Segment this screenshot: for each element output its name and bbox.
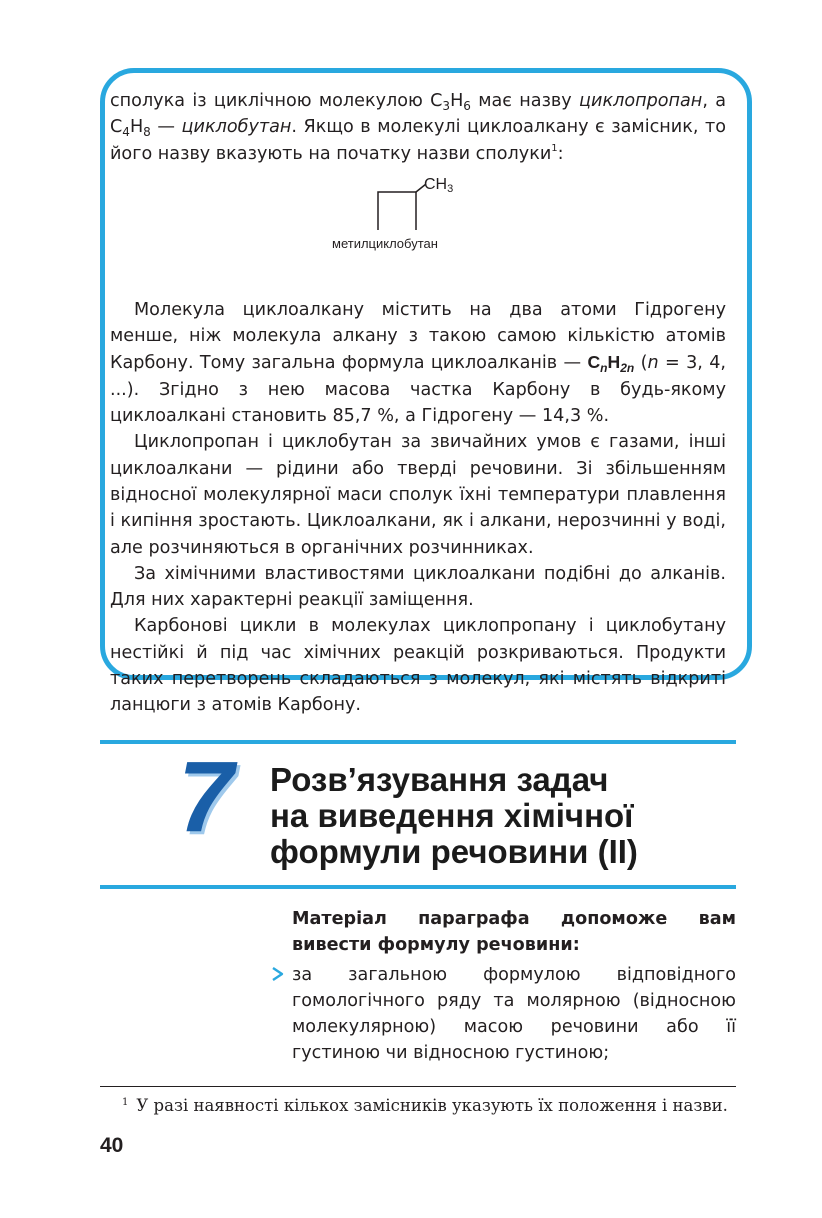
chapter-title: Розв’язування задач на виведення хімічної формули речовини (ІІ) <box>270 761 638 870</box>
general-formula: $C_nH_{2n}$ <box>587 352 635 376</box>
cyclobutane-ring-drawing <box>330 172 490 242</box>
chapter-number: 7 <box>178 741 234 853</box>
paragraph-5: Карбонові цикли в молекулах циклопропану і циклобутану нестійкі й під час хімічних реакцій розкриваються. Продукти таких перетворень складаються з молекул, які містять відкриті ланцюги з атомів Карбону. <box>110 616 726 716</box>
section-intro: Матеріал параграфа допоможе вам вивести формулу речовини: <box>292 909 736 955</box>
footnote-divider <box>100 1086 736 1087</box>
methyl-group-label: $CH_3$ <box>424 176 454 195</box>
paragraph-1: сполука із циклічною молекулою $C_3H_6$ має назву циклопропан, а $C_4H_8$ — циклобутан. Якщо в молекулі циклоалкану є замісник, то його назву вказують на початку назви сполуки$^1$: <box>110 91 727 164</box>
paragraph-3: Циклопропан і циклобутан за звичайних умов є газами, інші циклоалкани — рідини або тверді речовини. Зі збільшенням відносної молекулярної маси сполук їхні температури плавлення і кипіння зростають. Циклоалкани, як і алкани, нерозчинні у воді, але розчиняються в органічних розчинниках. <box>110 432 726 558</box>
methylcyclobutane-structure <box>330 172 490 262</box>
footnote: $^1$ У разі наявності кількох замісників указують їх положення і назви. <box>122 1096 728 1115</box>
paragraph-4: За хімічними властивостями циклоалкани подібні до алканів. Для них характерні реакції заміщення. <box>110 563 726 611</box>
structure-caption: метилциклобутан <box>332 236 438 251</box>
arrow-bullet-icon <box>270 966 286 982</box>
paragraph-2: Молекула циклоалкану містить на два атоми Гідрогену менше, ніж молекула алкану з такою самою кількістю атомів Карбону. Тому загальна формула циклоалканів — $C_nH_{2n}$ (n = 3, 4, ...). Згідно з нею масова частка Карбону в будь-якому циклоалкані становить 85,7 %, а Гідрогену — 14,3 %. <box>110 299 726 427</box>
page-number: 40 <box>100 1134 124 1157</box>
chapter-rule-bottom <box>100 885 736 889</box>
bullet-item: за загальною формулою відповідного гомологічного ряду та молярною (відносною молекулярною) масою речовини або її густиною чи відносною густиною; <box>292 965 736 1063</box>
